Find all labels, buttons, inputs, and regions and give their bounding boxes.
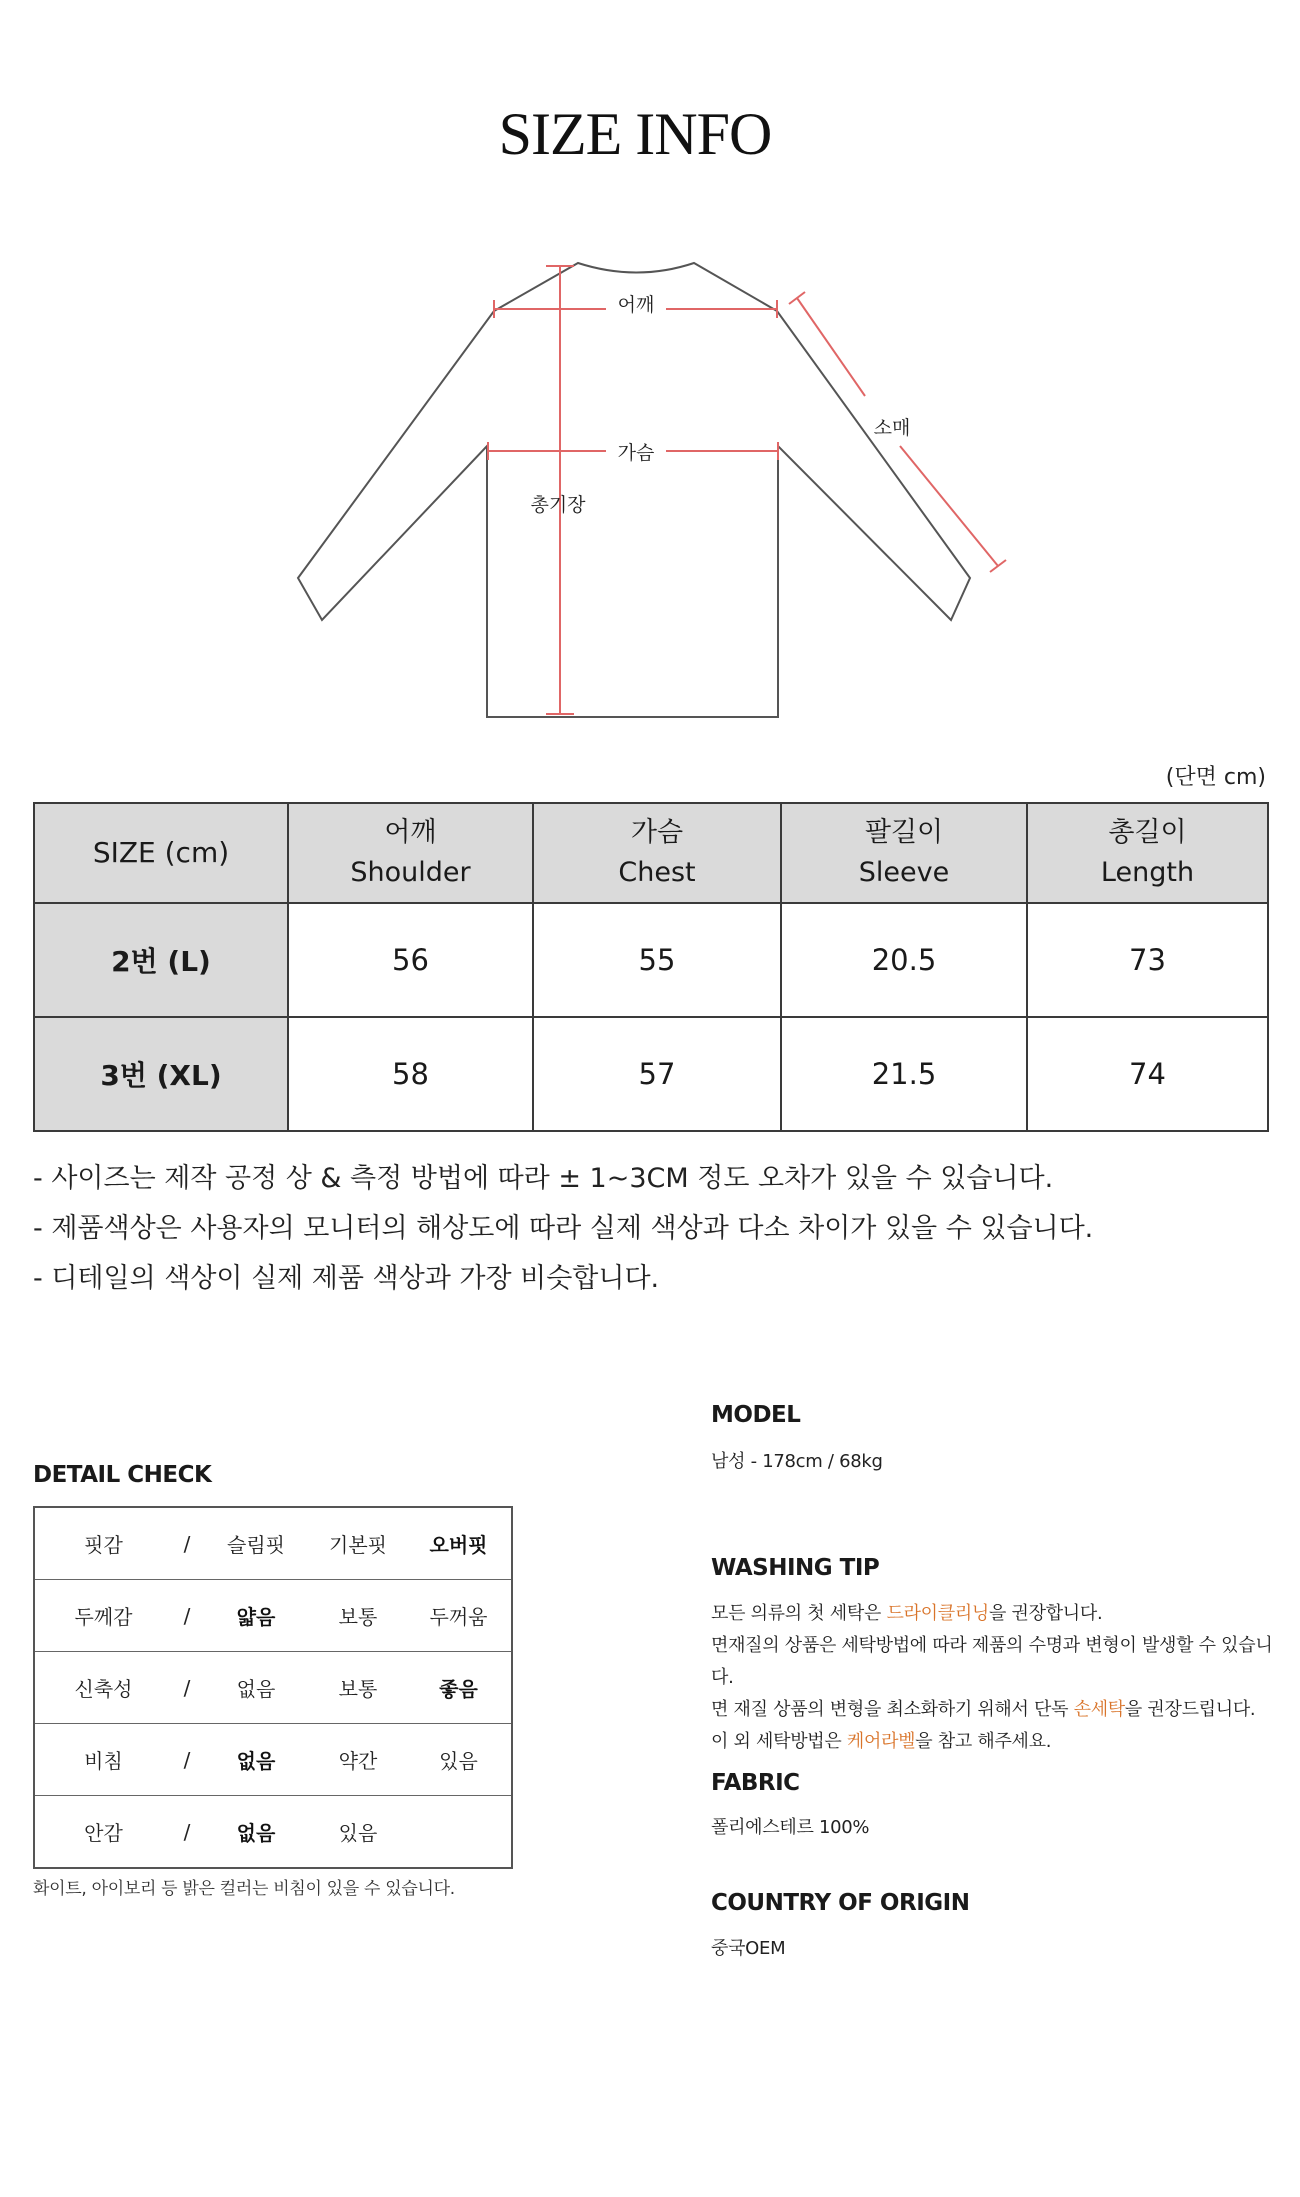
detail-row [34, 1796, 512, 1869]
detail-option: 있음 [406, 1724, 512, 1796]
column-ko: 팔길이 [864, 817, 944, 848]
column-en: Sleeve [858, 857, 950, 888]
table-cell: 57 [533, 1017, 781, 1131]
text-span: 이 외 세탁방법은 [711, 1731, 847, 1752]
washing-text [711, 1598, 1291, 1758]
detail-option: 좋음 [406, 1652, 512, 1724]
page-title: SIZE INFO [498, 101, 772, 167]
washing-title: WASHING TIP [711, 1555, 880, 1581]
text-span: 을 권장드립니다. [1124, 1699, 1256, 1720]
sleeve-label: 소매 [873, 417, 911, 439]
column-header-chest [533, 803, 781, 903]
washing-line-3 [711, 1694, 1291, 1726]
column-en: Shoulder [350, 857, 471, 888]
length-measure [546, 266, 574, 714]
unit-note: (단면 cm) [1165, 765, 1266, 790]
highlight-hand-wash: 손세탁 [1073, 1699, 1125, 1720]
detail-option: 약간 [310, 1724, 406, 1796]
detail-separator: / [172, 1652, 202, 1724]
text-span: 을 권장합니다. [989, 1603, 1103, 1624]
note-line: - 사이즈는 제작 공정 상 & 측정 방법에 따라 ± 1~3CM 정도 오차가 있을 수 있습니다. [33, 1163, 1054, 1194]
detail-option: 기본핏 [310, 1507, 406, 1580]
detail-separator: / [172, 1507, 202, 1580]
note-line: - 디테일의 색상이 실제 제품 색상과 가장 비슷합니다. [33, 1263, 660, 1294]
table-row [34, 1017, 1268, 1131]
table-row [34, 903, 1268, 1017]
detail-row [34, 1652, 512, 1724]
highlight-care-label: 케어라벨 [846, 1731, 916, 1752]
garment-diagram [290, 250, 1010, 730]
detail-option: 슬림핏 [202, 1507, 310, 1580]
size-table-header [34, 803, 1268, 903]
detail-check-title: DETAIL CHECK [33, 1462, 212, 1488]
size-table-corner: SIZE (cm) [34, 803, 288, 903]
shoulder-label: 어깨 [617, 294, 655, 316]
table-cell: 21.5 [781, 1017, 1027, 1131]
size-label: 2번 (L) [34, 903, 288, 1017]
note-line: - 제품색상은 사용자의 모니터의 해상도에 따라 실제 색상과 다소 차이가 있을 수 있습니다. [33, 1213, 1094, 1244]
column-header-length [1027, 803, 1268, 903]
detail-option [406, 1796, 512, 1869]
column-header-sleeve [781, 803, 1027, 903]
garment-outline [298, 263, 970, 717]
highlight-dry-cleaning: 드라이클리닝 [886, 1603, 990, 1624]
text-span: 을 참고 해주세요. [915, 1731, 1052, 1752]
column-en: Length [1100, 857, 1195, 888]
detail-label: 안감 [34, 1796, 172, 1869]
detail-option: 보통 [310, 1652, 406, 1724]
washing-line-4 [711, 1726, 1291, 1758]
detail-check-table [33, 1506, 513, 1869]
table-cell: 58 [288, 1017, 533, 1131]
size-table [33, 802, 1269, 1132]
table-cell: 56 [288, 903, 533, 1017]
chest-label: 가슴 [617, 442, 655, 464]
detail-separator: / [172, 1724, 202, 1796]
detail-label: 신축성 [34, 1652, 172, 1724]
model-title: MODEL [711, 1402, 801, 1428]
fabric-text: 폴리에스테르 100% [711, 1817, 870, 1838]
detail-option: 있음 [310, 1796, 406, 1869]
size-label: 3번 (XL) [34, 1017, 288, 1131]
detail-separator: / [172, 1796, 202, 1869]
column-ko: 가슴 [630, 817, 684, 848]
detail-label: 두께감 [34, 1580, 172, 1652]
length-label: 총기장 [530, 494, 586, 516]
detail-label: 핏감 [34, 1507, 172, 1580]
size-notes [33, 1154, 1263, 1304]
table-cell: 73 [1027, 903, 1268, 1017]
detail-row [34, 1507, 512, 1580]
text-span: 면 재질 상품의 변형을 최소화하기 위해서 단독 [711, 1699, 1074, 1720]
model-text: 남성 - 178cm / 68kg [711, 1451, 883, 1472]
detail-row [34, 1580, 512, 1652]
detail-option: 보통 [310, 1580, 406, 1652]
origin-text: 중국OEM [711, 1938, 786, 1959]
detail-option: 두꺼움 [406, 1580, 512, 1652]
detail-check-note: 화이트, 아이보리 등 밝은 컬러는 비침이 있을 수 있습니다. [33, 1879, 455, 1899]
table-cell: 55 [533, 903, 781, 1017]
detail-separator: / [172, 1580, 202, 1652]
washing-line-2: 면재질의 상품은 세탁방법에 따라 제품의 수명과 변형이 발생할 수 있습니다. [711, 1635, 1273, 1688]
column-ko: 어깨 [384, 817, 437, 848]
text-span: 모든 의류의 첫 세탁은 [711, 1603, 887, 1624]
detail-option: 없음 [202, 1652, 310, 1724]
detail-row [34, 1724, 512, 1796]
detail-option: 얇음 [202, 1580, 310, 1652]
detail-label: 비침 [34, 1724, 172, 1796]
detail-option: 오버핏 [406, 1507, 512, 1580]
washing-line-1 [711, 1598, 1291, 1630]
column-header-shoulder [288, 803, 533, 903]
column-ko: 총길이 [1108, 817, 1187, 848]
table-cell: 20.5 [781, 903, 1027, 1017]
table-cell: 74 [1027, 1017, 1268, 1131]
detail-option: 없음 [202, 1724, 310, 1796]
column-en: Chest [618, 857, 696, 888]
origin-title: COUNTRY OF ORIGIN [711, 1890, 970, 1916]
detail-option: 없음 [202, 1796, 310, 1869]
fabric-title: FABRIC [711, 1770, 800, 1796]
